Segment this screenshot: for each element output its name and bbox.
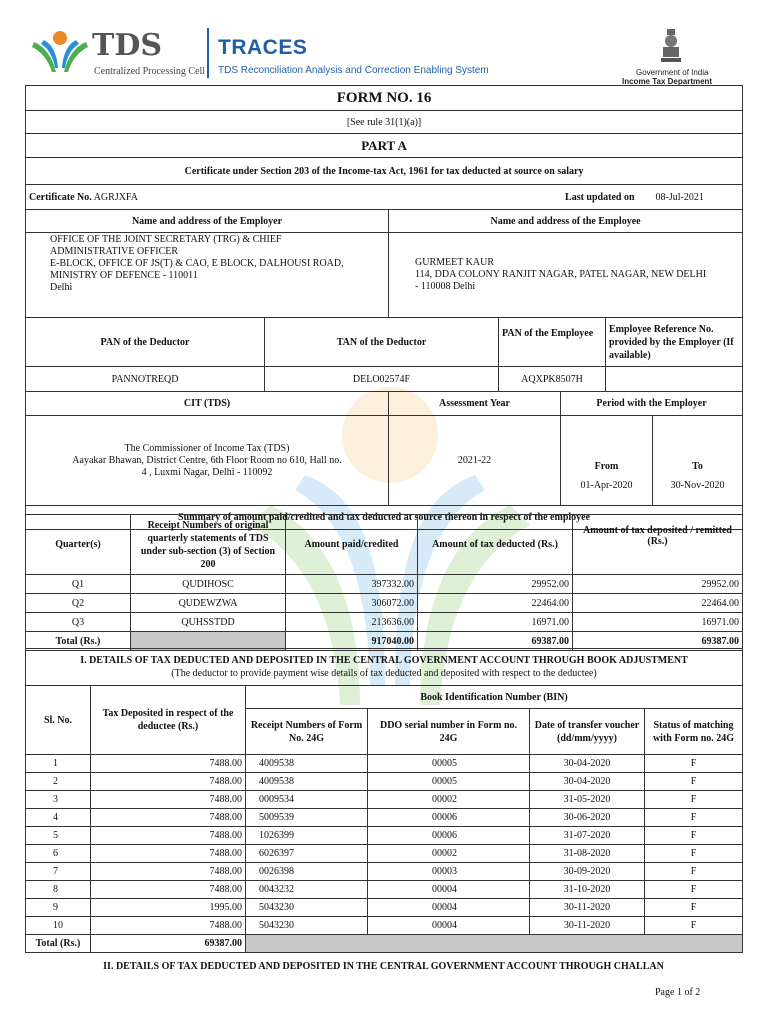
sl-cell: 3 [26,791,91,809]
receipt-cell: 5009539 [246,809,368,827]
status-cell: F [645,827,743,845]
sl-cell: 9 [26,899,91,917]
quarter-cell: Q1 [26,575,131,594]
status-cell: F [645,755,743,773]
section-1-subtitle: (The deductor to provide payment wise details of tax deducted and deposited with respect to the deductee) [171,668,597,679]
ddo-cell: 00004 [368,881,530,899]
tax-cell: 7488.00 [91,863,246,881]
deducted-cell: 22464.00 [418,594,573,613]
bin-header-tax: Tax Deposited in respect of the deductee (Rs.) [91,686,246,755]
employer-line: Delhi [50,282,73,293]
date-cell: 30-09-2020 [530,863,645,881]
bin-header-status: Status of matching with Form no. 24G [645,709,743,755]
tax-cell: 7488.00 [91,917,246,935]
table-row [26,845,743,863]
last-updated-label: Last updated on [499,185,653,210]
last-updated-value: 08-Jul-2021 [653,185,743,210]
section-1-title: I. DETAILS OF TAX DEDUCTED AND DEPOSITED IN THE CENTRAL GOVERNMENT ACCOUNT THROUGH BOOK ADJUSTMENT [80,655,688,666]
receipt-cell: 0009534 [246,791,368,809]
section-1-heading [26,649,743,686]
ddo-cell: 00005 [368,755,530,773]
total-deducted: 69387.00 [418,632,573,651]
tds-logo-icon [30,28,90,74]
date-cell: 31-07-2020 [530,827,645,845]
receipt-cell: QUHSSTDD [131,613,286,632]
pan-deductor-value: PANNOTREQD [26,367,265,392]
period-heading: Period with the Employer [561,392,743,416]
gov-line-1: Government of India [636,68,709,77]
bin-total-blank [246,935,743,953]
table-row [26,791,743,809]
ddo-cell: 00002 [368,845,530,863]
employee-ref-value [606,367,743,392]
section-2-title: II. DETAILS OF TAX DEDUCTED AND DEPOSITED IN THE CENTRAL GOVERNMENT ACCOUNT THROUGH CHALLAN [103,961,664,972]
traces-subtitle: TDS Reconciliation Analysis and Correction Enabling System [218,65,489,76]
receipt-cell: 6026397 [246,845,368,863]
pan-employee-value: AQXPK8507H [499,367,606,392]
sl-cell: 4 [26,809,91,827]
status-cell: F [645,773,743,791]
receipt-cell: 1026399 [246,827,368,845]
table-row [26,881,743,899]
period-to-value: 30-Nov-2020 [653,476,743,506]
summary-header-deducted: Amount of tax deducted (Rs.) [418,515,573,575]
table-row [26,773,743,791]
tax-cell: 7488.00 [91,773,246,791]
employer-address [26,233,389,318]
quarter-cell: Q2 [26,594,131,613]
total-label: Total (Rs.) [26,632,131,651]
assessment-year-value: 2021-22 [389,416,561,506]
tax-cell: 7488.00 [91,845,246,863]
sl-cell: 1 [26,755,91,773]
cit-line: 4 , Luxmi Nagar, Delhi - 110092 [141,466,273,478]
deposited-cell: 16971.00 [573,613,743,632]
section-1-total-row [26,935,743,953]
sl-cell: 7 [26,863,91,881]
employer-line: OFFICE OF THE JOINT SECRETARY (TRG) & CHIEF [50,234,282,245]
bin-header-group: Book Identification Number (BIN) [246,686,743,709]
bin-header-sl: Sl. No. [26,686,91,755]
status-cell: F [645,881,743,899]
date-cell: 30-11-2020 [530,917,645,935]
receipt-cell: 5043230 [246,899,368,917]
employer-line: ADMINISTRATIVE OFFICER [50,246,179,257]
status-cell: F [645,917,743,935]
part-a-table [25,85,743,530]
header-divider [207,28,209,78]
tax-cell: 7488.00 [91,881,246,899]
ddo-cell: 00006 [368,809,530,827]
bin-header-date: Date of transfer voucher (dd/mm/yyyy) [530,709,645,755]
date-cell: 30-04-2020 [530,755,645,773]
summary-header-receipt: Receipt Numbers of original quarterly statements of TDS under sub-section (3) of Section 200 [131,515,286,575]
form-title: FORM NO. 16 [26,86,743,111]
summary-header-paid: Amount paid/credited [286,515,418,575]
total-paid: 917040.00 [286,632,418,651]
ddo-cell: 00005 [368,773,530,791]
date-cell: 31-05-2020 [530,791,645,809]
certificate-no-value: AGRJXFA [93,191,138,203]
tax-cell: 7488.00 [91,827,246,845]
employee-line: GURMEET KAUR [415,257,494,268]
ddo-cell: 00004 [368,917,530,935]
status-cell: F [645,845,743,863]
ddo-cell: 00002 [368,791,530,809]
pan-employee-heading: PAN of the Employee [499,318,606,367]
receipt-cell: 0043232 [246,881,368,899]
period-from-cell [561,416,653,476]
certificate-heading: Certificate under Section 203 of the Income-tax Act, 1961 for tax deducted at source on salary [26,158,743,185]
receipt-cell: 0026398 [246,863,368,881]
tds-logo-text: TDS [92,28,163,63]
summary-header-quarter: Quarter(s) [26,515,131,575]
sl-cell: 2 [26,773,91,791]
receipt-cell: 5043230 [246,917,368,935]
assessment-year-heading: Assessment Year [389,392,561,416]
sl-cell: 6 [26,845,91,863]
table-row [26,613,743,632]
date-cell: 31-08-2020 [530,845,645,863]
cit-heading: CIT (TDS) [26,392,389,416]
traces-title: TRACES [218,36,308,59]
summary-table [25,514,743,651]
table-row [26,594,743,613]
form-rule: [See rule 31(1)(a)] [26,111,743,134]
deposited-cell: 22464.00 [573,594,743,613]
receipt-cell: 4009538 [246,773,368,791]
tan-deductor-heading: TAN of the Deductor [265,318,499,367]
table-row [26,917,743,935]
summary-header-deposited: Amount of tax deposited / remitted (Rs.) [573,515,743,575]
sl-cell: 8 [26,881,91,899]
period-from-label: From [594,460,619,472]
tan-deductor-value: DELO02574F [265,367,499,392]
cit-address [26,416,389,506]
receipt-cell: QUDEWZWA [131,594,286,613]
period-from-value: 01-Apr-2020 [561,476,653,506]
employee-line: 114, DDA COLONY RANJIT NAGAR, PATEL NAGAR, NEW DELHI [415,269,707,280]
emblem-icon [658,27,684,65]
deducted-cell: 16971.00 [418,613,573,632]
deposited-cell: 29952.00 [573,575,743,594]
table-row [26,809,743,827]
cit-line: Aayakar Bhawan, District Centre, 6th Floor Room no 610, Hall no. [72,454,342,466]
date-cell: 30-11-2020 [530,899,645,917]
status-cell: F [645,863,743,881]
bin-total-value: 69387.00 [91,935,246,953]
total-deposited: 69387.00 [573,632,743,651]
certificate-no-label: Certificate No. [29,191,92,203]
status-cell: F [645,899,743,917]
employee-ref-heading: Employee Reference No. provided by the Employer (If available) [606,318,743,367]
employee-heading: Name and address of the Employee [389,210,743,233]
part-a-title: PART A [26,134,743,158]
period-to-cell [653,416,743,476]
cit-line: The Commissioner of Income Tax (TDS) [124,442,290,454]
receipt-cell: QUDIHOSC [131,575,286,594]
date-cell: 31-10-2020 [530,881,645,899]
employee-line: - 110008 Delhi [415,281,476,292]
bin-header-ddo: DDO serial number in Form no. 24G [368,709,530,755]
sl-cell: 10 [26,917,91,935]
ddo-cell: 00004 [368,899,530,917]
table-row [26,899,743,917]
sl-cell: 5 [26,827,91,845]
section-1-table [25,648,743,953]
paid-cell: 306072.00 [286,594,418,613]
tax-cell: 7488.00 [91,809,246,827]
page-number: Page 1 of 2 [655,987,701,998]
employer-heading: Name and address of the Employer [26,210,389,233]
ddo-cell: 00006 [368,827,530,845]
table-row [26,827,743,845]
receipt-cell: 4009538 [246,755,368,773]
quarter-cell: Q3 [26,613,131,632]
employer-line: MINISTRY OF DEFENCE - 110011 [50,270,198,281]
tax-cell: 7488.00 [91,755,246,773]
employer-line: E-BLOCK, OFFICE OF JS(T) & CAO, E BLOCK, DALHOUSI ROAD, [50,258,344,269]
bin-header-receipt: Receipt Numbers of Form No. 24G [246,709,368,755]
tax-cell: 7488.00 [91,791,246,809]
tax-cell: 1995.00 [91,899,246,917]
date-cell: 30-04-2020 [530,773,645,791]
table-row [26,575,743,594]
paid-cell: 397332.00 [286,575,418,594]
gov-line-2: Income Tax Department [622,77,713,86]
deducted-cell: 29952.00 [418,575,573,594]
paid-cell: 213636.00 [286,613,418,632]
status-cell: F [645,791,743,809]
date-cell: 30-06-2020 [530,809,645,827]
ddo-cell: 00003 [368,863,530,881]
pan-deductor-heading: PAN of the Deductor [26,318,265,367]
employee-address [389,233,743,318]
status-cell: F [645,809,743,827]
certificate-no-cell [26,185,499,210]
tds-logo-subtitle: Centralized Processing Cell [94,66,206,77]
summary-heading: Summary of amount paid/credited and tax deducted at source thereon in respect of the employee [26,506,743,530]
bin-total-label: Total (Rs.) [26,935,91,953]
period-to-label: To [692,460,703,472]
table-row [26,755,743,773]
table-row [26,863,743,881]
